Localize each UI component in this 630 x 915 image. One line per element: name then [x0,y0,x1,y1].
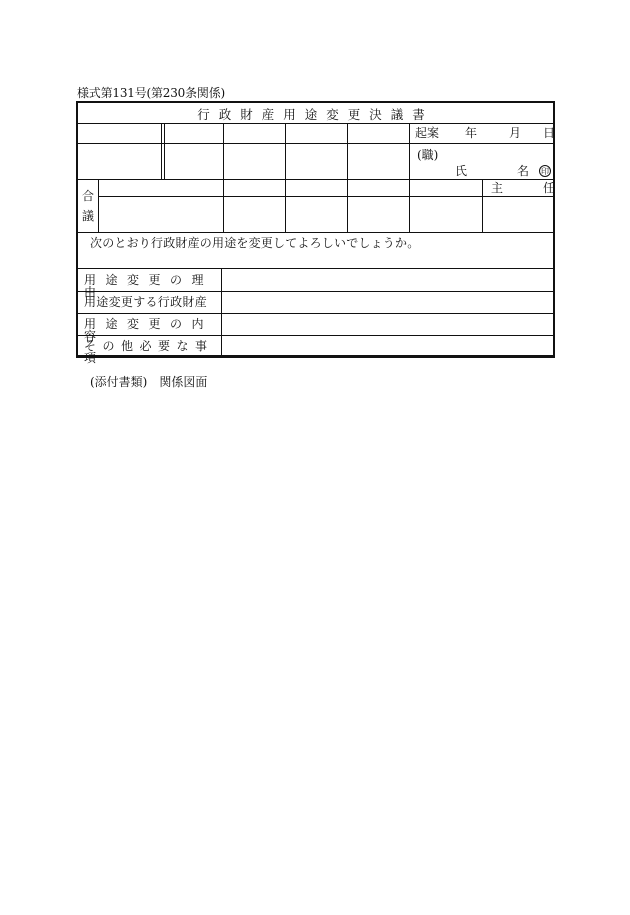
rule-title-bottom [78,123,553,124]
row-label-text: 用途変更の理由 [84,273,214,299]
decision-form: 行政財産用途変更決議書 起案 年 月 日 (職) 氏 名 印 主 任 合 議 次のとおり行政財産の用途を変更してよろしいでしょうか。 用途変更の理由 用途変更する行政財産 用途変更の内容 その他必要な事項 [76,101,555,358]
rule-consult-label [98,179,99,232]
rule-col-5 [347,123,348,232]
consult-label-top: 合 [82,189,95,203]
row-value-reason[interactable] [224,269,553,291]
row-value-property[interactable] [224,292,553,313]
row-value-other[interactable] [224,336,553,357]
approval-question: 次のとおり行政財産の用途を変更してよろしいでしょうか。 [90,236,420,250]
rule-col-6 [409,123,410,232]
row-label-text: その他必要な事項 [84,339,214,365]
name-family-label: 氏 [455,164,468,178]
row-label-text: 用途変更の内容 [84,317,214,343]
drafting-day-label: 日 [543,126,556,140]
rule-consult-middle [98,196,553,197]
rule-col-3 [223,123,224,232]
rule-col-4 [285,123,286,232]
form-number: 様式第131号(第230条関係) [77,86,225,100]
rule-consult-bottom [78,232,553,233]
rule-col-chief [482,179,483,232]
row-label-text: 用途変更する行政財産 [84,295,208,309]
row-value-content[interactable] [224,314,553,335]
position-label: (職) [417,148,439,162]
rule-drafting-bottom [78,143,553,144]
seal-icon: 印 [541,167,549,176]
consult-label-bottom: 議 [82,209,95,223]
row-label-other [84,340,218,364]
drafting-year-label: 年 [465,126,478,140]
row-label-property [84,296,218,308]
name-given-label: 名 [517,164,530,178]
rule-approval-double [161,123,165,179]
drafting-label: 起案 [415,126,440,140]
drafting-month-label: 月 [509,126,522,140]
attachment-note: (添付書類) 関係図面 [90,375,208,389]
form-title: 行政財産用途変更決議書 [197,107,434,122]
